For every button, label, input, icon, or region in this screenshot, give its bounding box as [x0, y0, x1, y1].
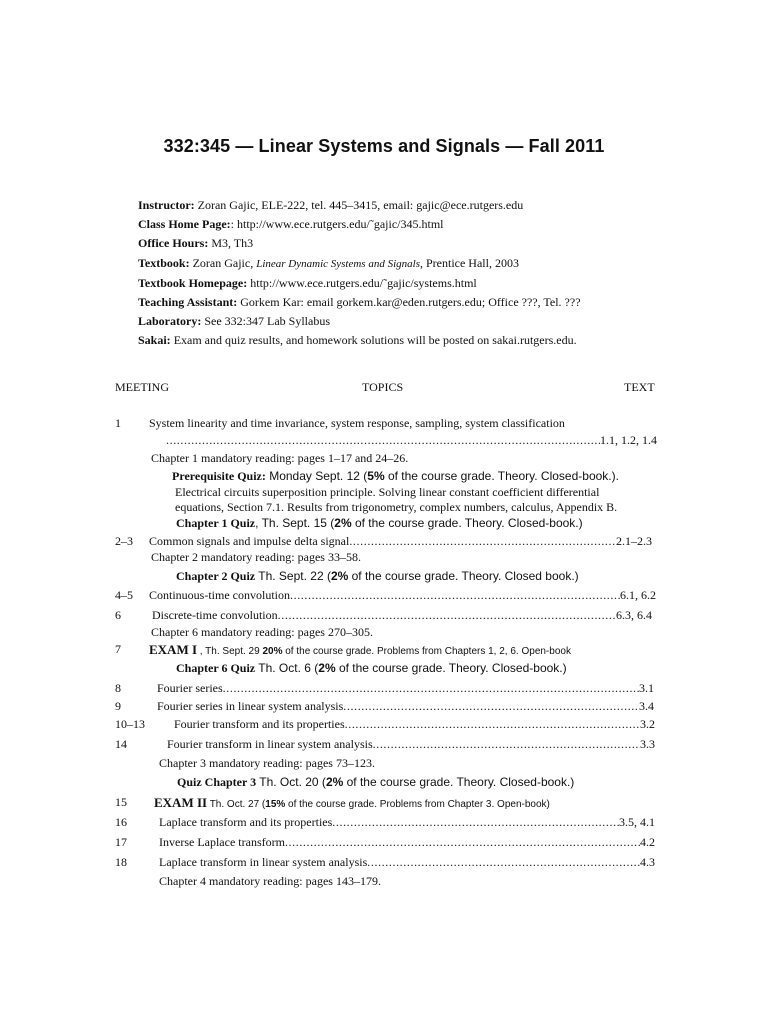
- topic: Fourier transform in linear system analysis: [167, 737, 373, 751]
- topic: Continuous-time convolution: [149, 588, 290, 602]
- course-info: [138, 196, 738, 351]
- exam-date: Th. Oct. 27 (: [207, 799, 266, 810]
- textbook-homepage-value: http://www.ece.rutgers.edu/˜gajic/systems.html: [250, 275, 477, 290]
- page-title: 332:345 — Linear Systems and Signals — Fall 2011: [163, 136, 605, 156]
- quiz-percent: 2%: [325, 775, 344, 789]
- leader-dots: [290, 588, 620, 603]
- leader-dots: [373, 737, 640, 752]
- dot-leader: [166, 433, 657, 448]
- meeting-number: 18: [115, 855, 127, 869]
- exam-date: , Th. Sept. 29: [197, 646, 263, 657]
- prereq-quiz-percent: 5%: [367, 469, 385, 483]
- reading-text: Chapter 2 mandatory reading: pages 33–58.: [151, 550, 361, 564]
- leader-dots: [166, 433, 600, 448]
- quiz-date: Th. Oct. 6 (: [255, 661, 319, 675]
- meeting-number: 2–3: [115, 534, 133, 548]
- prereq-topics-text: Electrical circuits superposition principle. Solving linear constant coefficient differential: [175, 485, 600, 499]
- topic: Common signals and impulse delta signal: [149, 534, 350, 548]
- lab-label: Laboratory:: [138, 314, 202, 329]
- exam-percent: 20%: [262, 646, 283, 657]
- topic: Fourier transform and its properties: [174, 717, 345, 731]
- textbook-homepage-label: Textbook Homepage:: [138, 275, 248, 290]
- text-sections: 3.3: [640, 737, 655, 751]
- reading-text: Chapter 1 mandatory reading: pages 1–17 and 24–26.: [151, 451, 409, 465]
- homepage-value: : http://www.ece.rutgers.edu/˜gajic/345.html: [230, 217, 444, 232]
- quiz-percent: 2%: [330, 569, 349, 583]
- text-sections: 3.4: [639, 699, 654, 713]
- lab-value: See 332:347 Lab Syllabus: [204, 314, 330, 329]
- text-sections: 2.1–2.3: [616, 534, 652, 548]
- textbook-author: Zoran Gajic,: [192, 255, 254, 270]
- quiz-percent: 2%: [318, 661, 336, 675]
- quiz-label: Chapter 1 Quiz: [176, 516, 256, 530]
- topic: Discrete-time convolution: [152, 608, 278, 622]
- text-sections: 3.1: [639, 681, 654, 695]
- textbook-homepage-line: [138, 274, 738, 293]
- textbook-line: [138, 254, 738, 274]
- leader-dots: [332, 815, 619, 830]
- text-sections: 3.5, 4.1: [619, 815, 655, 829]
- header-meeting: MEETING: [115, 380, 169, 394]
- dot-leader: [159, 835, 655, 850]
- leader-dots: [345, 717, 640, 732]
- dot-leader: [149, 534, 652, 549]
- dot-leader: [149, 588, 656, 603]
- meeting-number: 16: [115, 815, 127, 829]
- instructor-value: Zoran Gajic, ELE-222, tel. 445–3415, email: gajic@ece.rutgers.edu: [197, 198, 524, 212]
- meeting-number: 10–13: [115, 717, 145, 731]
- quiz-date: Th. Oct. 20 (: [256, 775, 326, 789]
- prereq-topics-text: equations, Section 7.1. Results from trigonometry, complex numbers, calculus, Appendix B.: [175, 500, 618, 514]
- prereq-quiz-note: of the course grade. Theory. Closed-book.).: [384, 469, 619, 483]
- meeting-number: 17: [115, 835, 127, 849]
- leader-dots: [278, 608, 616, 623]
- quiz-note: of the course grade. Theory. Closed-book.): [343, 775, 575, 789]
- leader-dots: [343, 699, 639, 714]
- instructor-line: [138, 196, 738, 215]
- topic: Laplace transform in linear system analysis: [159, 855, 368, 869]
- leader-dots: [349, 534, 616, 549]
- header-text: TEXT: [624, 380, 655, 394]
- prereq-quiz-label: Prerequisite Quiz:: [172, 469, 266, 483]
- text-sections: 6.1, 6.2: [620, 588, 656, 602]
- leader-dots: [285, 835, 640, 850]
- ta-line: [138, 293, 738, 312]
- reading-text: Chapter 3 mandatory reading: pages 73–123.: [159, 756, 375, 770]
- quiz-note: of the course grade. Theory. Closed book.): [348, 569, 579, 583]
- instructor-label: Instructor:: [138, 198, 195, 212]
- text-sections: 4.2: [640, 835, 655, 849]
- text-sections: 4.3: [640, 855, 655, 869]
- office-hours-line: [138, 234, 738, 253]
- dot-leader: [152, 608, 652, 623]
- header-topics: TOPICS: [362, 380, 404, 394]
- leader-dots: [367, 855, 640, 870]
- exam-note: of the course grade. Problems from Chapters 1, 2, 6. Open-book: [282, 646, 571, 657]
- quiz-label: Quiz Chapter 3: [177, 775, 257, 789]
- ta-label: Teaching Assistant:: [138, 295, 238, 310]
- textbook-title: Linear Dynamic Systems and Signals: [256, 257, 420, 270]
- exam-percent: 15%: [265, 799, 286, 810]
- quiz-note: of the course grade. Theory. Closed-book.): [351, 516, 583, 530]
- textbook-label: Textbook:: [138, 255, 190, 270]
- dot-leader: [174, 717, 655, 732]
- meeting-number: 1: [115, 416, 121, 430]
- text-sections: 3.2: [640, 717, 655, 731]
- exam-label: EXAM I: [149, 642, 198, 657]
- meeting-number: 6: [115, 608, 121, 622]
- lab-line: [138, 312, 738, 331]
- meeting-number: 14: [115, 737, 127, 751]
- homepage-line: [138, 215, 738, 234]
- leader-dots: [223, 681, 639, 696]
- text-sections: 1.1, 1.2, 1.4: [600, 433, 657, 447]
- quiz-label: Chapter 2 Quiz: [176, 569, 256, 583]
- topic: Laplace transform and its properties: [159, 815, 333, 829]
- dot-leader: [167, 737, 655, 752]
- quiz-label: Chapter 6 Quiz: [176, 661, 256, 675]
- office-hours-value: M3, Th3: [211, 236, 254, 251]
- ta-value: Gorkem Kar: email gorkem.kar@eden.rutgers.edu; Office ???, Tel. ???: [240, 295, 581, 310]
- topic: Inverse Laplace transform: [159, 835, 285, 849]
- meeting-number: 4–5: [115, 588, 133, 602]
- sakai-label: Sakai:: [138, 333, 171, 348]
- topic: System linearity and time invariance, system response, sampling, system classification: [149, 416, 565, 430]
- dot-leader: [157, 699, 654, 714]
- topic: Fourier series in linear system analysis: [157, 699, 344, 713]
- meeting-number: 15: [115, 795, 127, 809]
- topic: Fourier series: [157, 681, 223, 695]
- quiz-percent: 2%: [334, 516, 352, 530]
- meeting-number: 9: [115, 699, 121, 713]
- meeting-number: 7: [115, 642, 121, 656]
- reading-text: Chapter 6 mandatory reading: pages 270–305.: [151, 625, 373, 639]
- homepage-label: Class Home Page:: [138, 217, 231, 232]
- meeting-number: 8: [115, 681, 121, 695]
- quiz-date: Th. Sept. 22 (: [255, 569, 331, 583]
- sakai-value: Exam and quiz results, and homework solutions will be posted on sakai.rutgers.edu.: [173, 333, 577, 348]
- quiz-note: of the course grade. Theory. Closed-book.): [335, 661, 567, 675]
- exam-label: EXAM II: [154, 795, 208, 810]
- textbook-publisher: , Prentice Hall, 2003: [419, 255, 519, 270]
- dot-leader: [159, 815, 655, 830]
- sakai-line: [138, 331, 738, 350]
- dot-leader: [159, 855, 655, 870]
- reading-text: Chapter 4 mandatory reading: pages 143–179.: [159, 874, 381, 888]
- dot-leader: [157, 681, 654, 696]
- quiz-date: , Th. Sept. 15 (: [255, 516, 335, 530]
- prereq-quiz-date: Monday Sept. 12 (: [265, 469, 368, 483]
- exam-note: of the course grade. Problems from Chapter 3. Open-book): [285, 799, 550, 810]
- text-sections: 6.3, 6.4: [616, 608, 652, 622]
- office-hours-label: Office Hours:: [138, 236, 209, 251]
